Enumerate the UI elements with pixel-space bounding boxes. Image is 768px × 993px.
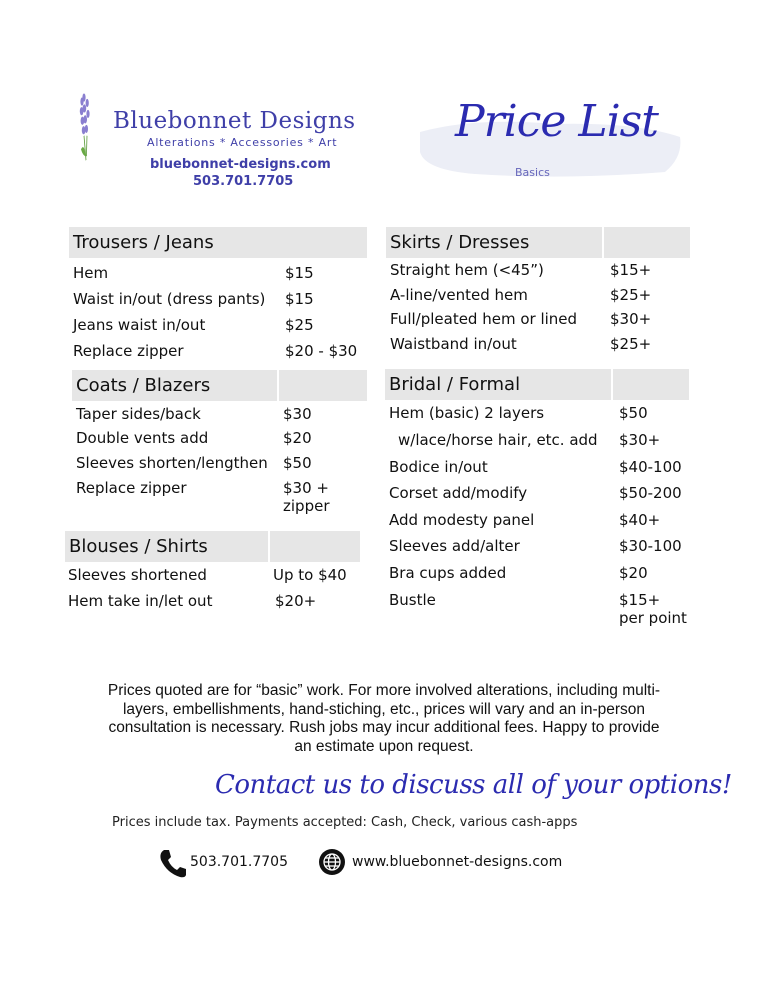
item-price: $30+	[610, 310, 652, 328]
item-name: Bodice in/out	[389, 458, 488, 476]
item-name: Hem	[73, 264, 109, 282]
item-name: Replace zipper	[76, 479, 187, 497]
item-name: Double vents add	[76, 429, 209, 447]
item-name: Full/pleated hem or lined	[390, 310, 578, 328]
item-price: $15+	[619, 591, 661, 609]
item-price: $50-200	[619, 484, 682, 502]
item-name: Hem (basic) 2 layers	[389, 404, 545, 422]
section-header-price-cell	[613, 369, 689, 400]
item-name: w/lace/horse hair, etc. add	[398, 431, 598, 449]
section-header-bridal	[385, 369, 689, 400]
item-price: $50	[283, 454, 312, 472]
item-price: $20 - $30	[285, 342, 358, 360]
item-name: Corset add/modify	[389, 484, 528, 502]
section-header-blouses	[65, 531, 360, 562]
section-header-coats	[72, 370, 367, 401]
item-name: Replace zipper	[73, 342, 184, 360]
item-price: $15	[285, 264, 314, 282]
item-price: $20	[283, 429, 312, 447]
item-price: $15	[285, 290, 314, 308]
item-price: Up to $40	[273, 566, 347, 584]
footer-phone[interactable]: 503.701.7705	[190, 854, 288, 870]
item-name: Taper sides/back	[76, 405, 201, 423]
item-name: Add modesty panel	[389, 511, 535, 529]
brand-name: Bluebonnet Designs	[113, 108, 356, 134]
section-header-price-cell	[270, 531, 360, 562]
item-name: Bustle	[389, 591, 436, 609]
item-price: $30 +	[283, 479, 329, 497]
item-price: $30	[283, 405, 312, 423]
price-list-title: Price List	[455, 96, 658, 147]
item-name: A-line/vented hem	[390, 286, 528, 304]
item-name: Sleeves shortened	[68, 566, 207, 584]
item-name: Waist in/out (dress pants)	[73, 290, 266, 308]
item-price: $25+	[610, 335, 652, 353]
section-title: Coats / Blazers	[72, 370, 277, 401]
item-name: Hem take in/let out	[68, 592, 213, 610]
section-title: Bridal / Formal	[385, 369, 611, 400]
item-price: $40+	[619, 511, 661, 529]
item-name: Bra cups added	[389, 564, 507, 582]
item-price: $50	[619, 404, 648, 422]
item-price: $25+	[610, 286, 652, 304]
brand-phone: 503.701.7705	[193, 174, 294, 189]
item-name: Sleeves shorten/lengthen	[76, 454, 268, 472]
section-header-trousers	[69, 227, 367, 258]
price-list-subtitle: Basics	[515, 166, 550, 179]
brand-website: bluebonnet-designs.com	[150, 157, 331, 172]
footer-website[interactable]: www.bluebonnet-designs.com	[352, 854, 563, 870]
contact-cta: Contact us to discuss all of your options!	[215, 770, 732, 800]
section-title: Trousers / Jeans	[69, 227, 367, 258]
pricing-note: Prices quoted are for “basic” work. For more involved alterations, including multi-layers, embellishments, hand-stiching, etc., prices will vary and an in-person consultation is necessary. Rush jobs may incur additional fees. Happy to provide an estimate upon request.	[107, 682, 661, 755]
item-price: $40-100	[619, 458, 682, 476]
section-title: Blouses / Shirts	[65, 531, 268, 562]
item-name: Waistband in/out	[390, 335, 517, 353]
section-title: Skirts / Dresses	[386, 227, 602, 258]
item-price: $30-100	[619, 537, 682, 555]
item-price: $15+	[610, 261, 652, 279]
brand-tagline: Alterations * Accessories * Art	[147, 136, 338, 149]
item-name: Jeans waist in/out	[73, 316, 206, 334]
item-price: $20+	[275, 592, 317, 610]
phone-icon	[158, 848, 186, 878]
item-price-note: zipper	[283, 497, 330, 515]
item-name: Sleeves add/alter	[389, 537, 520, 555]
section-header-price-cell	[604, 227, 690, 258]
globe-icon	[318, 848, 346, 876]
section-header-skirts	[386, 227, 690, 258]
item-price: $30+	[619, 431, 661, 449]
item-name: Straight hem (<45”)	[390, 261, 544, 279]
tax-payment-line: Prices include tax. Payments accepted: Cash, Check, various cash-apps	[112, 815, 578, 830]
item-price: $20	[619, 564, 648, 582]
item-price-note: per point	[619, 609, 687, 627]
section-header-price-cell	[279, 370, 367, 401]
item-price: $25	[285, 316, 314, 334]
